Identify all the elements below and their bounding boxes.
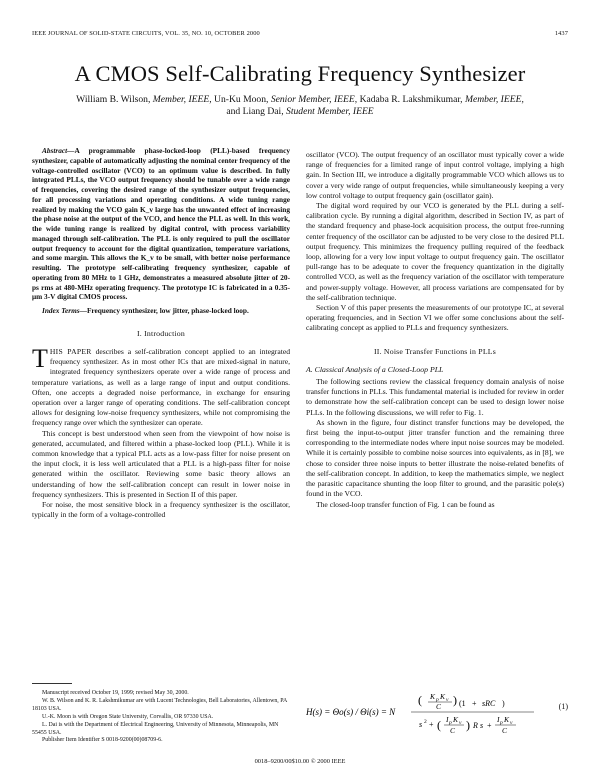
body-paragraph: As shown in the figure, four distinct transfer functions may be developed, the first being the input-to-output jitter transfer function and the remaining three corresponding to the intermediate nodes where input noise sources may be modeled. While it is certainly possible to combine noise sources into equivalents, as in [8], we chose to consider three noise inputs to better illustrate the noise-related benefits of the self-calibration concept. In addition, to keep the mathematics simple, we neglect the parasitic capacitance shunting the loop filter to ground, and the parasitic pole(s) found in the VCO. (306, 417, 564, 499)
author-role: Student Member, IEEE (286, 105, 374, 117)
svg-text:): ) (466, 718, 470, 732)
svg-text:C: C (502, 726, 508, 735)
intro-text: describes a self-calibration concept applied to an integrated frequency synthesizer. As in most other ICs that are mixed-signal in nature, integrated frequency synthesizers operate over a wide range of process and temperature variations, as well as a large range of input and output conditions. Often, one accepts a degraded noise performance, in exchange for ensuring operation over a larger range of operating conditions. The self-calibration concept allows for designing low-noise frequency synthesizers, while not compromising the frequency range over which the synthesizer can operate. (32, 346, 290, 428)
svg-text:(: ( (437, 718, 441, 732)
subsection-heading: A. Classical Analysis of a Closed-Loop PLL (306, 364, 444, 374)
svg-text:): ) (453, 693, 457, 707)
author-name: Kadaba R. Lakshmikumar, (359, 94, 463, 105)
body-paragraph: The closed-loop transfer function of Fig. 1 can be found as (316, 499, 495, 509)
section-heading: I. Introduction (136, 328, 186, 338)
svg-text:C: C (436, 702, 442, 711)
lead-caps: HIS PAPER (49, 346, 92, 356)
svg-text:v: v (446, 697, 449, 703)
equation-number: (1) (558, 702, 568, 711)
body-paragraph: The following sections review the classical frequency domain analysis of noise transfer functions in PLLs. This fundamental material is included for review in order to demonstrate how the self-calibration concept can be used to design lower noise PLLs. In the following discussions, we will refer to Fig. 1. (306, 377, 564, 417)
page-number: 1437 (554, 30, 568, 37)
footnote: Manuscript received October 19, 1999; revised May 30, 2000. (42, 690, 189, 696)
svg-text:sRC: sRC (482, 699, 496, 708)
author-name: William B. Wilson, (76, 94, 151, 105)
svg-text:(: ( (418, 693, 422, 707)
equation-1 (306, 688, 568, 736)
svg-text:C: C (450, 726, 456, 735)
index-terms (32, 306, 290, 316)
svg-text:I: I (497, 715, 500, 724)
section-heading: II. Noise Transfer Functions in PLLs (374, 346, 496, 356)
svg-text:p: p (436, 697, 439, 703)
svg-text:I: I (446, 715, 449, 724)
author-role: Senior Member, IEEE, (270, 94, 358, 105)
svg-text:s: s (419, 720, 423, 729)
journal-info: IEEE JOURNAL OF SOLID-STATE CIRCUITS, VOL. 35, NO. 10, OCTOBER 2000 (32, 30, 260, 37)
svg-text:+: + (487, 721, 492, 730)
svg-text:p: p (500, 720, 503, 726)
footnote-rule (32, 683, 72, 684)
svg-text:K: K (430, 692, 436, 701)
index-terms-text: Frequency synthesizer, low jitter, phase-locked loop. (86, 306, 249, 315)
svg-text:s: s (480, 721, 484, 730)
footnote: L. Dai is with the Department of Electrical Engineering, University of Minnesota, Minneapolis, MN 55455 USA. (32, 721, 279, 736)
intro-paragraph (32, 343, 290, 429)
svg-text:K: K (453, 715, 459, 724)
svg-text:+: + (429, 720, 434, 729)
paper-title: A CMOS Self-Calibrating Frequency Synthesizer (74, 61, 526, 86)
author-name: and Liang Dai, (226, 105, 284, 117)
svg-text:R: R (473, 721, 478, 730)
author-role: Member, IEEE, (464, 94, 524, 105)
running-header (32, 30, 568, 40)
footnotes (32, 690, 290, 745)
right-column (306, 150, 564, 510)
body-paragraph: For noise, the most sensitive block in a frequency synthesizer is the oscillator, typically in the form of a voltage-controlled (32, 500, 290, 520)
index-terms-label: Index Terms— (42, 306, 87, 315)
author-name: Un-Ku Moon, (214, 94, 269, 105)
svg-text:v: v (459, 720, 462, 726)
footnote: Publisher Item Identifier S 0018-9200(00)08709-6. (42, 737, 163, 744)
drop-cap: T (32, 343, 48, 373)
equation-lhs: H(s) = Θo(s) / Θi(s) = N (306, 707, 396, 717)
equation-graphic (306, 688, 568, 736)
abstract-text: A programmable phase-locked-loop (PLL)-based frequency synthesizer, capable of automatically adjusting the nominal center frequency of the voltage-controlled oscillator (VCO) to an optimum value is described. In fully integrated PLLs, the VCO output frequency should be tunable over a wide range of frequencies, covering the desired range of the synthesizer output frequencies, for all processing variations and operating conditions. A wide tuning range realized by making the VCO gain K_v large has the unwanted effect of increasing the phase noise at the output of the VCO, and hence the PLL as well. In this work, the wide tuning range is realized by digital control, with process variability managed through self-calibration. The PLL is only required to pull the oscillator output frequency to account for the digital quantization, temperature variations, and some margin. This allows the K_v to be small, with better noise performance resulting. The prototype self-calibrating frequency synthesizer, capable of operating from 80 MHz to 1 GHz, demonstrates a measured absolute jitter of 20-ps rms at 480-MHz operating frequency. The prototype IC is fabricated in a 0.35-μm 3-V digital CMOS process. (32, 146, 290, 302)
svg-text:p: p (449, 720, 452, 726)
svg-text:(1: (1 (459, 699, 466, 708)
author-list (40, 94, 560, 117)
left-column (32, 146, 290, 520)
footnote: W. B. Wilson and K. R. Lakshmikumar are with Lucent Technologies, Bell Laboratories, Allentown, PA 18103 USA. (32, 697, 287, 712)
body-paragraph: This concept is best understood when seen from the viewpoint of how noise is generated, accumulated, and filtered within a phase-locked loop (PLL). While it is common knowledge that a typical PLL acts as a low-pass filter for noise present on the input clock, it is less well articulated that a PLL is a high-pass filter for noise generated within the oscillator. Reviewing some basic theory allows an understanding of how the self-calibration concept can result in lower noise in frequency synthesizers. This is presented in Section II of this paper. (32, 428, 290, 499)
svg-text:+: + (472, 699, 477, 708)
abstract (32, 146, 290, 302)
body-paragraph: The digital word required by our VCO is generated by the PLL during a self-calibration cycle. By running a digital algorithm, described in Section IV, as part of the standard frequency and phase-lock acquisition process, the output free-running center frequency of the oscillator can be adjusted to be very close to the desired PLL output frequency. This minimizes the frequency pulling required of the feedback loop, allowing for a very low input voltage to output frequency gain. The oscillator pull-range has to be adequate to cover the frequency quantization in the digitally controlled VCO, as well as the frequency variation of the oscillator with temperature and power-supply voltage. However, all process variations are compensated for by the self-calibration technique. (306, 201, 564, 302)
svg-text:v: v (510, 720, 513, 726)
svg-text:K: K (504, 715, 510, 724)
author-role: Member, IEEE, (152, 94, 212, 105)
body-paragraph: oscillator (VCO). The output frequency of an oscillator must typically cover a wide range of frequencies for a limited range of input control voltage, implying a high gain. In Section III, we introduce a digitally programmable VCO which allows us to cover a very wide range of output frequencies, while simultaneously keeping a very low control voltage to output frequency gain (oscillator gain). (306, 150, 564, 200)
footnote: U.-K. Moon is with Oregon State University, Corvallis, OR 97330 USA. (42, 713, 214, 720)
body-paragraph: Section V of this paper presents the measurements of our prototype IC, at several operating frequencies, and in Section VI we offer some conclusions about the self-calibrating concept as applied to PLLs and frequency synthesizers. (306, 303, 564, 333)
copyright-footer: 0018–9200/00$10.00 © 2000 IEEE (254, 758, 346, 765)
svg-text:2: 2 (424, 719, 427, 725)
abstract-label: Abstract— (42, 146, 75, 155)
svg-text:K: K (440, 692, 446, 701)
svg-text:): ) (502, 699, 505, 708)
